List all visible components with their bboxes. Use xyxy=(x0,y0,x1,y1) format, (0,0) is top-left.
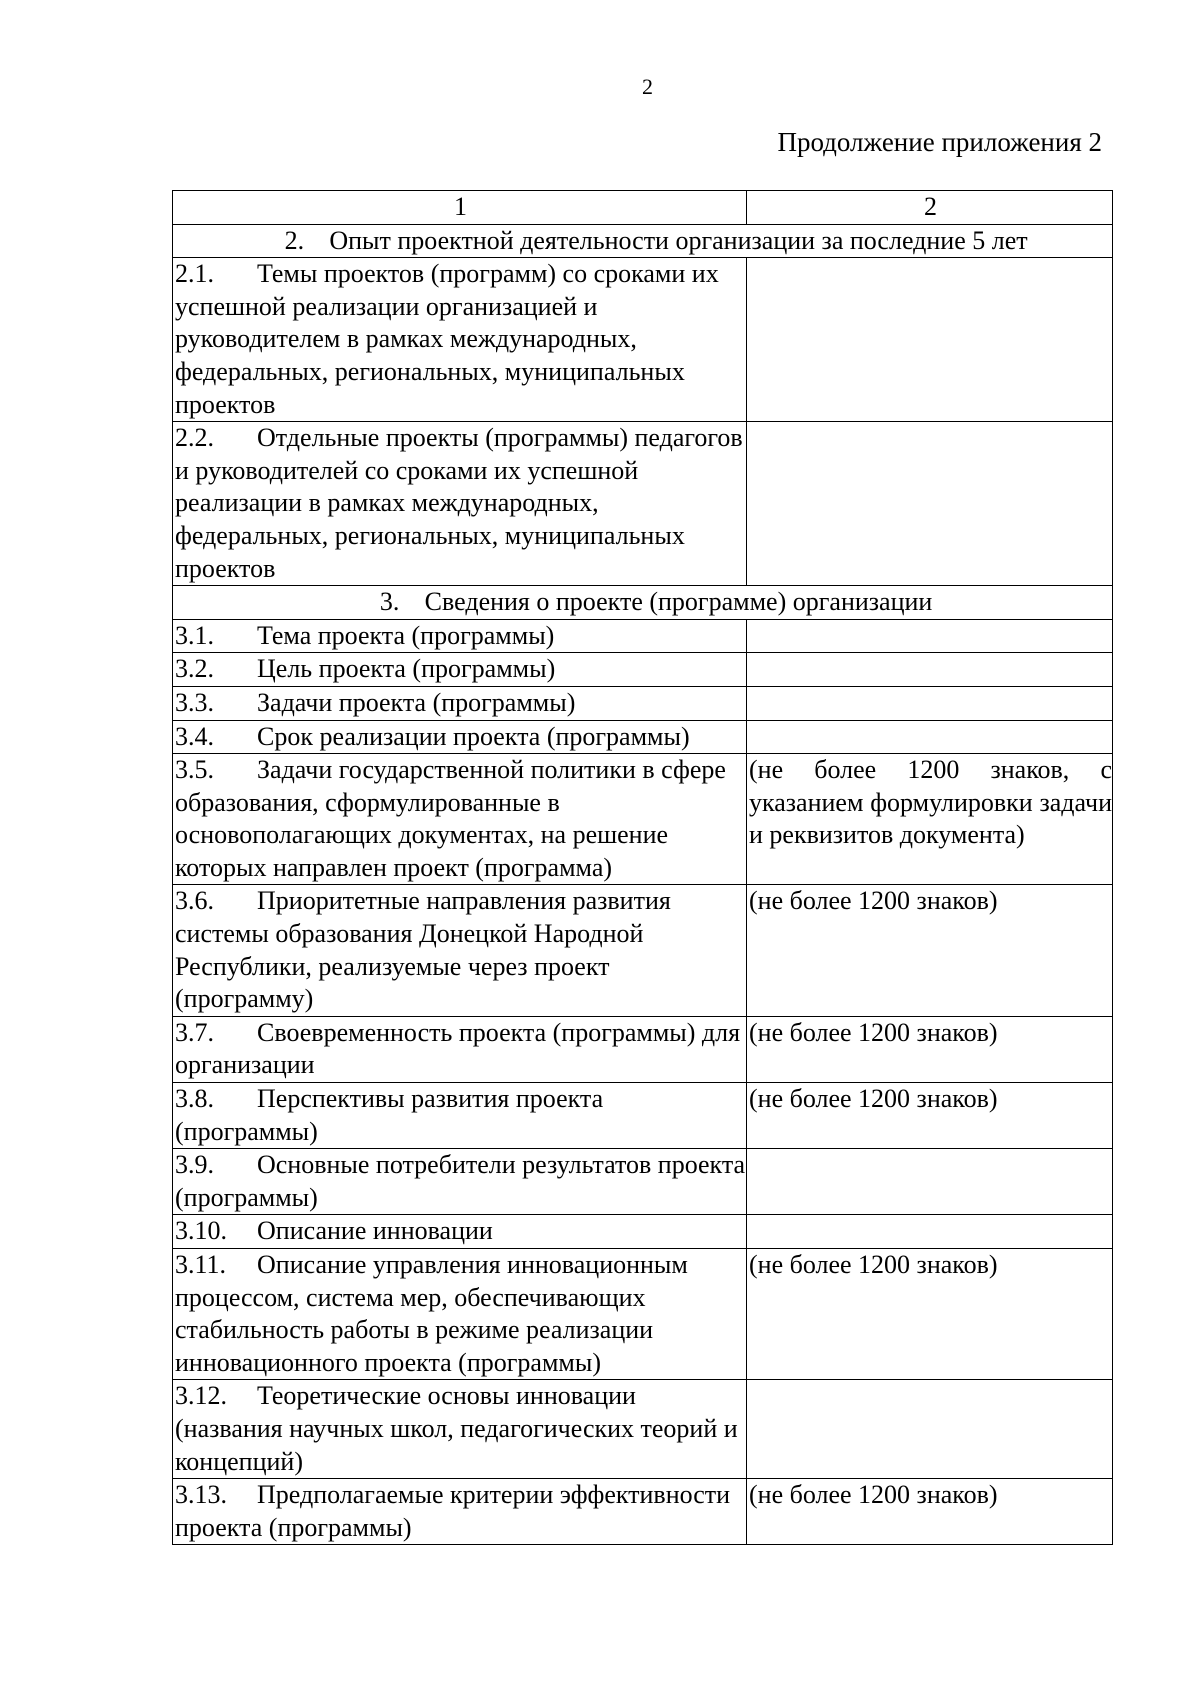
item-label-cell xyxy=(173,1380,747,1479)
item-number: 3.9. xyxy=(175,1150,214,1180)
item-number: 2.1. xyxy=(175,259,214,289)
item-label-cell xyxy=(173,653,747,687)
item-label-cell xyxy=(173,1083,747,1149)
item-value-cell: (не более 1200 знаков) xyxy=(747,1249,1113,1380)
item-number: 3.2. xyxy=(175,654,214,684)
item-value-cell xyxy=(747,1380,1113,1479)
item-value-cell xyxy=(747,686,1113,720)
section-number: 3. xyxy=(379,587,400,617)
item-value-cell xyxy=(747,1215,1113,1249)
item-number: 3.3. xyxy=(175,687,214,717)
item-label-cell xyxy=(173,686,747,720)
item-number: 3.1. xyxy=(175,620,214,650)
column-number-2: 2 xyxy=(747,191,1113,225)
table-row xyxy=(173,1215,1113,1249)
item-label: Теоретические основы инновации (названия научных школ, педагогических теорий и концепций) xyxy=(175,1381,738,1476)
item-label-cell xyxy=(173,619,747,653)
table-row xyxy=(173,1380,1113,1479)
item-label: Темы проектов (программ) со сроками их успешной реализации организацией и руководителем в рамках международных, федеральных, региональных, муниципальных проектов xyxy=(175,259,719,419)
section-number: 2. xyxy=(284,225,305,255)
item-label-cell xyxy=(173,1149,747,1215)
section-title: Опыт проектной деятельности организации за последние 5 лет xyxy=(329,225,1028,255)
item-number: 3.6. xyxy=(175,886,214,916)
item-label: Основные потребители результатов проекта (программы) xyxy=(175,1150,746,1212)
item-label: Отдельные проекты (программы) педагогов и руководителей со сроками их успешной реализации в рамках международных, федеральных, региональных, муниципальных проектов xyxy=(175,423,743,583)
table-row xyxy=(173,1249,1113,1380)
item-label: Срок реализации проекта (программы) xyxy=(257,721,690,751)
item-value-cell xyxy=(747,1149,1113,1215)
item-label-cell xyxy=(173,754,747,885)
section-title: Сведения о проекте (программе) организации xyxy=(424,587,933,617)
item-value-cell: (не более 1200 знаков) xyxy=(747,1083,1113,1149)
item-label: Своевременность проекта (программы) для организации xyxy=(175,1017,741,1080)
item-value-cell: (не более 1200 знаков) xyxy=(747,885,1113,1016)
item-label: Описание инновации xyxy=(257,1216,493,1246)
item-label-cell xyxy=(173,422,747,586)
item-value-cell xyxy=(747,619,1113,653)
item-label-cell xyxy=(173,720,747,754)
table-row xyxy=(173,885,1113,1016)
item-label: Предполагаемые критерии эффективности проекта (программы) xyxy=(175,1480,731,1542)
table-row xyxy=(173,720,1113,754)
table-row xyxy=(173,619,1113,653)
application-form-table xyxy=(172,190,1113,1545)
item-label-cell xyxy=(173,885,747,1016)
item-label: Приоритетные направления развития системы образования Донецкой Народной Республики, реализуемые через проект (программу) xyxy=(175,886,671,1014)
item-number: 3.5. xyxy=(175,755,214,785)
column-number-row xyxy=(173,191,1113,225)
item-value-cell: (не более 1200 знаков, с указанием формулировки задачи и реквизитов документа) xyxy=(747,754,1113,885)
item-label-cell xyxy=(173,1249,747,1380)
item-number: 3.12. xyxy=(175,1381,227,1411)
table-row xyxy=(173,653,1113,687)
item-value-cell xyxy=(747,422,1113,586)
table-row xyxy=(173,1479,1113,1545)
item-label-cell xyxy=(173,1016,747,1082)
table-row xyxy=(173,1083,1113,1149)
table-row xyxy=(173,686,1113,720)
table-row xyxy=(173,1149,1113,1215)
item-number: 2.2. xyxy=(175,423,214,453)
item-label: Цель проекта (программы) xyxy=(257,654,556,684)
table-row xyxy=(173,754,1113,885)
item-label: Описание управления инновационным процессом, система мер, обеспечивающих стабильность работы в режиме реализации инновационного проекта (программы) xyxy=(175,1250,688,1377)
item-value-cell xyxy=(747,258,1113,422)
item-number: 3.4. xyxy=(175,721,214,751)
item-label-cell xyxy=(173,1479,747,1545)
table-row xyxy=(173,258,1113,422)
section-row xyxy=(173,586,1113,620)
section-row xyxy=(173,224,1113,258)
item-label: Тема проекта (программы) xyxy=(257,620,555,650)
item-label-cell xyxy=(173,258,747,422)
item-label: Задачи государственной политики в сфере образования, сформулированные в основополагающих документах, на решение которых направлен проект (программа) xyxy=(175,755,726,882)
item-value-cell xyxy=(747,720,1113,754)
table-row xyxy=(173,1016,1113,1082)
item-number: 3.10. xyxy=(175,1216,227,1246)
appendix-continuation-note: Продолжение приложения 2 xyxy=(777,127,1102,157)
item-number: 3.7. xyxy=(175,1017,214,1047)
item-value-cell xyxy=(747,653,1113,687)
item-number: 3.11. xyxy=(175,1250,227,1279)
table-row xyxy=(173,422,1113,586)
item-label: Задачи проекта (программы) xyxy=(257,687,576,717)
item-label: Перспективы развития проекта (программы) xyxy=(175,1084,604,1146)
item-label-cell xyxy=(173,1215,747,1249)
item-value-cell: (не более 1200 знаков) xyxy=(747,1479,1113,1545)
page-number: 2 xyxy=(642,74,653,99)
item-value-cell: (не более 1200 знаков) xyxy=(747,1016,1113,1082)
item-number: 3.13. xyxy=(175,1480,227,1510)
column-number-1: 1 xyxy=(173,191,747,225)
item-number: 3.8. xyxy=(175,1084,214,1114)
